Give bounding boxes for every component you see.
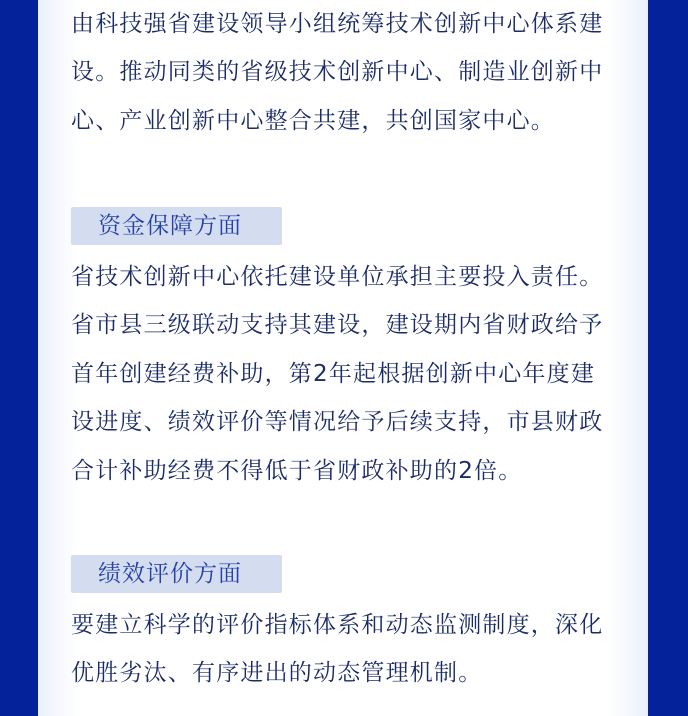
article-card	[38, 0, 648, 716]
evaluation-heading: 绩效评价方面	[98, 561, 242, 587]
intro-paragraph: 由科技强省建设领导小组统筹技术创新中心体系建设。推动同类的省级技术创新中心、制造业创新中心、产业创新中心整合共建，共创国家中心。	[71, 11, 604, 134]
intro-section	[38, 0, 648, 145]
evaluation-section	[38, 601, 648, 698]
funding-section	[38, 253, 648, 495]
evaluation-paragraph: 要建立科学的评价指标体系和动态监测制度，深化优胜劣汰、有序进出的动态管理机制。	[71, 612, 604, 687]
funding-heading: 资金保障方面	[98, 213, 242, 239]
funding-heading-badge	[71, 207, 282, 245]
evaluation-heading-badge	[71, 555, 282, 593]
right-border-band	[648, 0, 688, 716]
left-border-band	[0, 0, 38, 716]
funding-paragraph: 省技术创新中心依托建设单位承担主要投入责任。省市县三级联动支持其建设，建设期内省财政给予首年创建经费补助，第2年起根据创新中心年度建设进度、绩效评价等情况给予后续支持，市县财政合计补助经费不得低于省财政补助的2倍。	[71, 264, 604, 484]
